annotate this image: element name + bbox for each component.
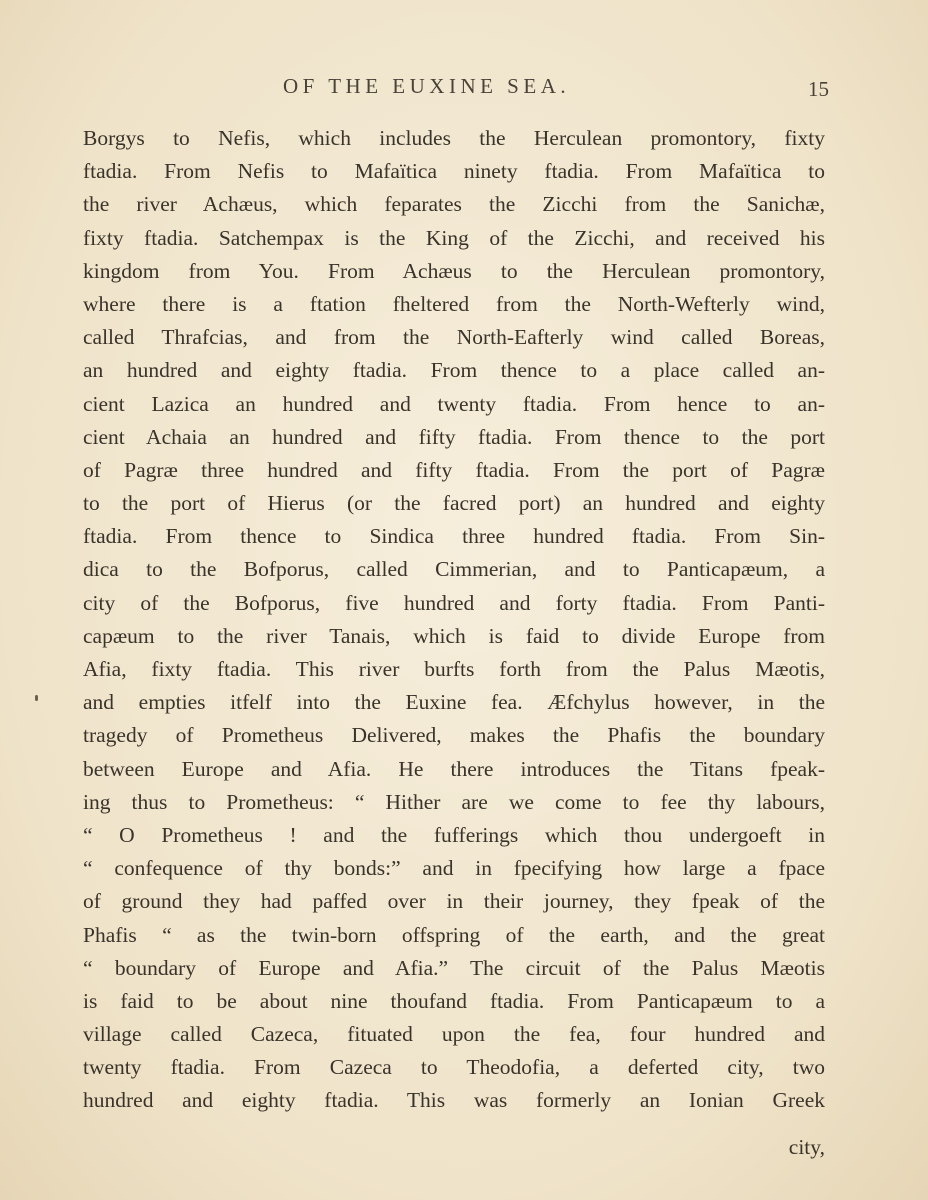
text-line: Afia, fixty ftadia. This river burfts forth from the Palus Mæotis, bbox=[83, 657, 825, 681]
text-line: kingdom from You. From Achæus to the Herculean promontory, bbox=[83, 258, 825, 283]
text-line: Phafis “ as the twin-born offspring of the earth, and the great bbox=[83, 922, 825, 947]
text-line: to the port of Hierus (or the facred port) an hundred and eighty bbox=[83, 491, 825, 516]
text-line: “ boundary of Europe and Afia.” The circuit of the Palus Mæotis bbox=[83, 955, 825, 980]
text-line: of ground they had paffed over in their journey, they fpeak of the bbox=[83, 889, 825, 914]
text-line: Borgys to Nefis, which includes the Herculean promontory, fixty bbox=[83, 126, 825, 150]
text-line: hundred and eighty ftadia. This was formerly an Ionian Greek bbox=[83, 1088, 825, 1113]
text-line: between Europe and Afia. He there introduces the Titans fpeak- bbox=[83, 756, 825, 781]
text-line: cient Achaia an hundred and fifty ftadia. From thence to the port bbox=[83, 424, 825, 449]
text-line: ftadia. From Nefis to Mafaïtica ninety ftadia. From Mafaïtica to bbox=[83, 159, 825, 184]
text-line: ftadia. From thence to Sindica three hundred ftadia. From Sin- bbox=[83, 524, 825, 549]
text-line: is faid to be about nine thoufand ftadia. From Panticapæum to a bbox=[83, 988, 825, 1013]
text-line: “ confequence of thy bonds:” and in fpecifying how large a fpace bbox=[83, 856, 825, 881]
text-line: tragedy of Prometheus Delivered, makes the Phafis the boundary bbox=[83, 723, 825, 748]
page-header bbox=[0, 74, 928, 104]
text-line: and empties itfelf into the Euxine fea. Æfchylus however, in the bbox=[83, 690, 825, 715]
text-line: of Pagræ three hundred and fifty ftadia. From the port of Pagræ bbox=[83, 457, 825, 482]
text-line: capæum to the river Tanais, which is faid to divide Europe from bbox=[83, 623, 825, 648]
text-line: ing thus to Prometheus: “ Hither are we come to fee thy labours, bbox=[83, 789, 825, 814]
text-line: called Thrafcias, and from the North-Eafterly wind called Boreas, bbox=[83, 325, 825, 350]
catchword: city, bbox=[788, 1135, 825, 1159]
text-line: twenty ftadia. From Cazeca to Theodofia, a deferted city, two bbox=[83, 1055, 825, 1080]
text-line: the river Achæus, which feparates the Zicchi from the Sanichæ, bbox=[83, 192, 825, 217]
running-title: OF THE EUXINE SEA. bbox=[283, 74, 571, 98]
page-number: 15 bbox=[808, 77, 829, 101]
text-line: village called Cazeca, fituated upon the fea, four hundred and bbox=[83, 1022, 825, 1047]
text-line: “ O Prometheus ! and the fufferings which thou undergoeft in bbox=[83, 822, 825, 847]
text-line: cient Lazica an hundred and twenty ftadia. From hence to an- bbox=[83, 391, 825, 416]
text-line: where there is a ftation fheltered from the North-Wefterly wind, bbox=[83, 291, 825, 316]
text-line: city of the Bofporus, five hundred and forty ftadia. From Panti- bbox=[83, 590, 825, 615]
text-line: dica to the Bofporus, called Cimmerian, and to Panticapæum, a bbox=[83, 557, 825, 582]
text-line: an hundred and eighty ftadia. From thence to a place called an- bbox=[83, 358, 825, 383]
ink-speck bbox=[35, 695, 38, 701]
body-text bbox=[83, 122, 825, 1118]
text-line: fixty ftadia. Satchempax is the King of the Zicchi, and received his bbox=[83, 225, 825, 250]
